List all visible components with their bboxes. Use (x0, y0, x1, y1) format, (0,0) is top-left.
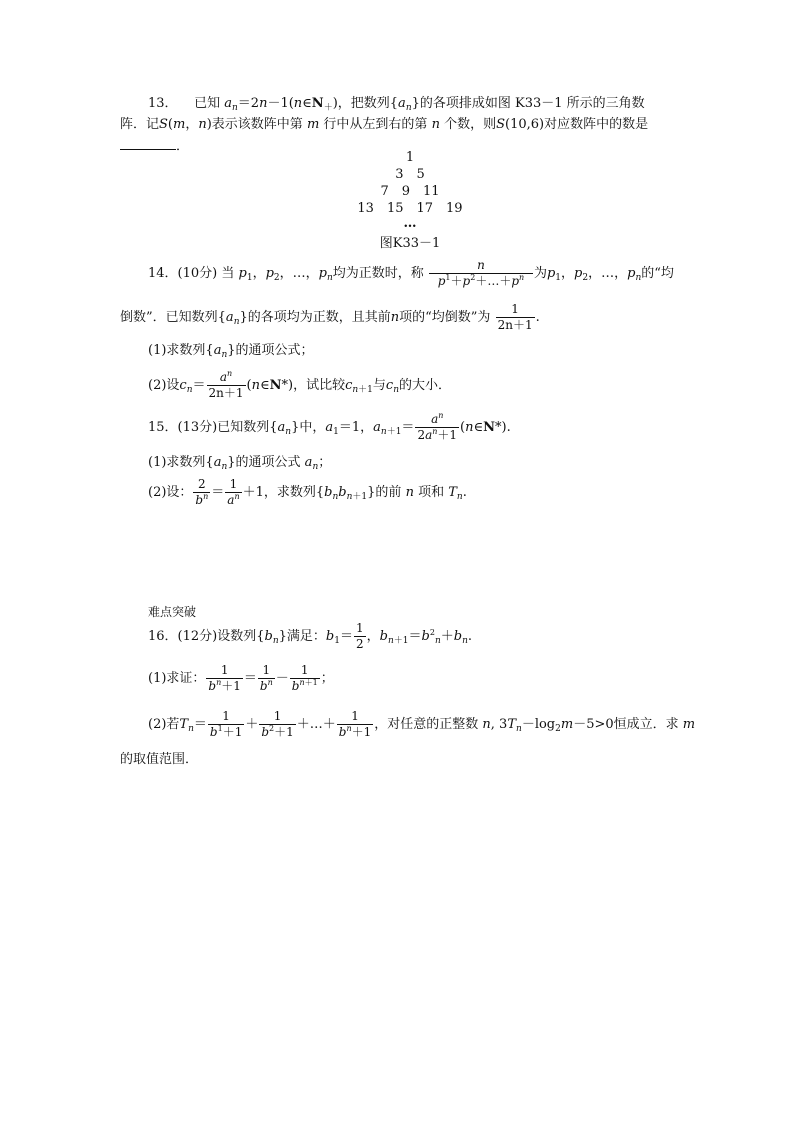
fraction: $\frac{1}{b^n+1}$ (338, 709, 372, 739)
q13-line3: ． (120, 137, 189, 155)
figure-caption: 图K33－1 (379, 236, 441, 251)
q16-line1: 16．(12分)设数列$\{b_n\}$满足：$b_1=$ $\frac{1}{2}$ ，$b_{n+1}=b^2_n+b_n$. (148, 621, 473, 651)
q15-sub1: (1)求数列$\{a_n\}$的通项公式 $a_n$； (148, 455, 332, 472)
section-title: 难点突破 (148, 605, 197, 619)
q15-sub2: (2)设： $\frac{2}{b^n}$ ＝ $\frac{1}{a^n}$ ＋1，求数列$\{b_nb_{n+1}\}$的前 n 项和 $T_n$. (148, 477, 467, 507)
fraction: $\frac{1}{2n+1}$ (497, 302, 533, 332)
triangle-row: 3 5 (395, 167, 425, 182)
q14-sub2: (2)设$c_n=$ $\frac{a^n}{2n+1}$ (n∈N*)，试比较$c_{n+1}$与$c_n$的大小． (148, 369, 451, 400)
fraction: $\frac{a^n}{2a^n+1}$ (417, 411, 458, 442)
fraction: $\frac{2}{b^n}$ (195, 477, 209, 507)
triangle-row: 7 9 11 (380, 184, 440, 199)
q14-line1: 14．(10分) 当 $p_1$，$p_2$，…，$p_n$均为正数时，称 $\frac{n}{p^1+p^2+\dots+p^n}$ 为$p_1$，$p_2$，…，$p_n$的“均 (148, 258, 674, 288)
q16-sub1: (1)求证： $\frac{1}{b^n+1}$ ＝ $\frac{1}{b^n}$ － $\frac{1}{b^{n+1}}$ ； (148, 663, 334, 693)
q14-number: 14．(10分) 当 (148, 266, 235, 281)
answer-blank[interactable] (120, 137, 176, 150)
q13-number: 13． (148, 96, 178, 111)
fraction: $\frac{1}{b^2+1}$ (261, 709, 294, 739)
q14-line2: 倒数”．已知数列$\{a_n\}$的各项均为正数，且其前n项的“均倒数”为 $\frac{1}{2n+1}$ . (120, 302, 540, 332)
q16-sub2: (2)若$T_n=$ $\frac{1}{b^1+1}$ ＋ $\frac{1}{b^2+1}$ ＋…＋ $\frac{1}{b^n+1}$ ，对任意的正整数 n, $3T_n-\log_2m-5>0$恒成立．求 m (148, 709, 696, 739)
q16-line3: 的取值范围． (120, 752, 199, 767)
mean-fraction: $\frac{n}{p^1+p^2+\dots+p^n}$ (429, 258, 533, 289)
fraction: $\frac{1}{b^n+1}$ (208, 663, 241, 693)
triangle-row: 13 15 17 19 (357, 201, 463, 216)
q15-line1: 15．(13分)已知数列$\{a_n\}$中，$a_1=1$，$a_{n+1}=$ $\frac{a^n}{2a^n+1}$ (n∈N*). (148, 411, 511, 442)
q13-line1: 13． 已知 $a_n=2n-1(n\in N_+)$，把数列$\{a_n\}$的各项排成如图 K33－1 所示的三角数 (148, 96, 645, 113)
q15-number: 15．(13分)已知数列{ (148, 420, 278, 435)
q14-sub1: (1)求数列$\{a_n\}$的通项公式； (148, 343, 314, 360)
triangle-row: 1 (405, 150, 415, 165)
fraction: $\frac{1}{2}$ (355, 621, 364, 651)
q13-line2: 阵．记S(m，n)表示该数阵中第 m 行中从左到右的第 n 个数，则S(10,6)对应数阵中的数是 (120, 117, 649, 132)
fraction: $\frac{1}{a^n}$ (227, 477, 240, 507)
triangle-array (300, 150, 520, 251)
fraction: $\frac{1}{b^{n+1}}$ (291, 663, 318, 693)
fraction: $\frac{1}{b^n}$ (259, 663, 273, 693)
q16-number: 16．(12分)设数列{ (148, 629, 265, 644)
fraction: $\frac{a^n}{2n+1}$ (208, 369, 244, 400)
triangle-row: … (403, 216, 417, 231)
fraction: $\frac{1}{b^1+1}$ (209, 709, 243, 739)
